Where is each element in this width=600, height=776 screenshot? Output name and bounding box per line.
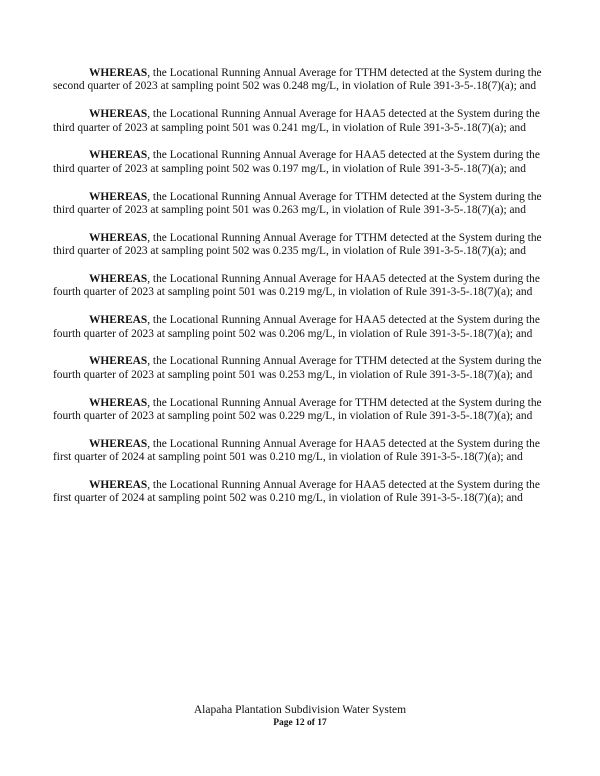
paragraph-text: , the Locational Running Annual Average for TTHM detected at the System during the fourth quarter of 2023 at sampling point 502 was 0.229 mg/L, in violation of Rule 391-3-5-.18(7)(a); and: [53, 396, 542, 423]
footer-system-name: Alapaha Plantation Subdivision Water System: [193, 704, 407, 716]
whereas-paragraph: [53, 355, 553, 382]
whereas-lead: WHEREAS: [89, 273, 148, 286]
whereas-lead: WHEREAS: [89, 108, 148, 121]
whereas-lead: WHEREAS: [89, 67, 148, 79]
whereas-lead: WHEREAS: [89, 314, 148, 327]
whereas-lead: WHEREAS: [89, 231, 148, 244]
paragraph-text: , the Locational Running Annual Average for TTHM detected at the System during the second quarter of 2023 at sampling point 502 was 0.248 mg/L, in violation of Rule 391-3-5-.18(7)(a); and: [53, 67, 542, 93]
paragraph-text: , the Locational Running Annual Average for TTHM detected at the System during the fourth quarter of 2023 at sampling point 501 was 0.253 mg/L, in violation of Rule 391-3-5-.18(7)(a); and: [53, 355, 542, 381]
whereas-paragraph: [53, 149, 553, 176]
whereas-paragraph: [53, 438, 553, 465]
whereas-paragraph: [53, 479, 553, 506]
whereas-lead: WHEREAS: [89, 355, 148, 368]
whereas-paragraph: [53, 314, 553, 341]
whereas-lead: WHEREAS: [89, 190, 148, 203]
whereas-lead: WHEREAS: [89, 479, 148, 492]
whereas-paragraph: [53, 273, 553, 300]
paragraph-text: , the Locational Running Annual Average for HAA5 detected at the System during the third quarter of 2023 at sampling point 501 was 0.241 mg/L, in violation of Rule 391-3-5-.18(7)(a); and: [53, 108, 540, 134]
whereas-paragraph: [53, 108, 553, 135]
whereas-lead: WHEREAS: [89, 149, 148, 162]
page-number: Page 12 of 17: [273, 718, 327, 728]
paragraph-text: , the Locational Running Annual Average for TTHM detected at the System during the third quarter of 2023 at sampling point 502 was 0.235 mg/L, in violation of Rule 391-3-5-.18(7)(a); and: [53, 231, 542, 258]
whereas-paragraph: [53, 232, 553, 259]
page-footer: [0, 704, 600, 729]
whereas-lead: WHEREAS: [89, 437, 148, 450]
whereas-paragraph: [53, 67, 553, 94]
paragraph-text: , the Locational Running Annual Average for HAA5 detected at the System during the fourth quarter of 2023 at sampling point 502 was 0.206 mg/L, in violation of Rule 391-3-5-.18(7)(a); and: [53, 314, 540, 340]
paragraph-text: , the Locational Running Annual Average for HAA5 detected at the System during the first quarter of 2024 at sampling point 501 was 0.210 mg/L, in violation of Rule 391-3-5-.18(7)(a); and: [53, 437, 540, 464]
whereas-paragraph: [53, 397, 553, 424]
paragraph-text: , the Locational Running Annual Average for HAA5 detected at the System during the first quarter of 2024 at sampling point 502 was 0.210 mg/L, in violation of Rule 391-3-5-.18(7)(a); and: [53, 479, 540, 505]
paragraph-text: , the Locational Running Annual Average for HAA5 detected at the System during the fourth quarter of 2023 at sampling point 501 was 0.219 mg/L, in violation of Rule 391-3-5-.18(7)(a); and: [53, 273, 540, 299]
paragraph-text: , the Locational Running Annual Average for TTHM detected at the System during the third quarter of 2023 at sampling point 501 was 0.263 mg/L, in violation of Rule 391-3-5-.18(7)(a); and: [53, 190, 542, 217]
whereas-paragraph: [53, 191, 553, 218]
document-body: [53, 67, 553, 520]
paragraph-text: , the Locational Running Annual Average for HAA5 detected at the System during the third quarter of 2023 at sampling point 502 was 0.197 mg/L, in violation of Rule 391-3-5-.18(7)(a); and: [53, 149, 540, 175]
whereas-lead: WHEREAS: [89, 396, 148, 409]
